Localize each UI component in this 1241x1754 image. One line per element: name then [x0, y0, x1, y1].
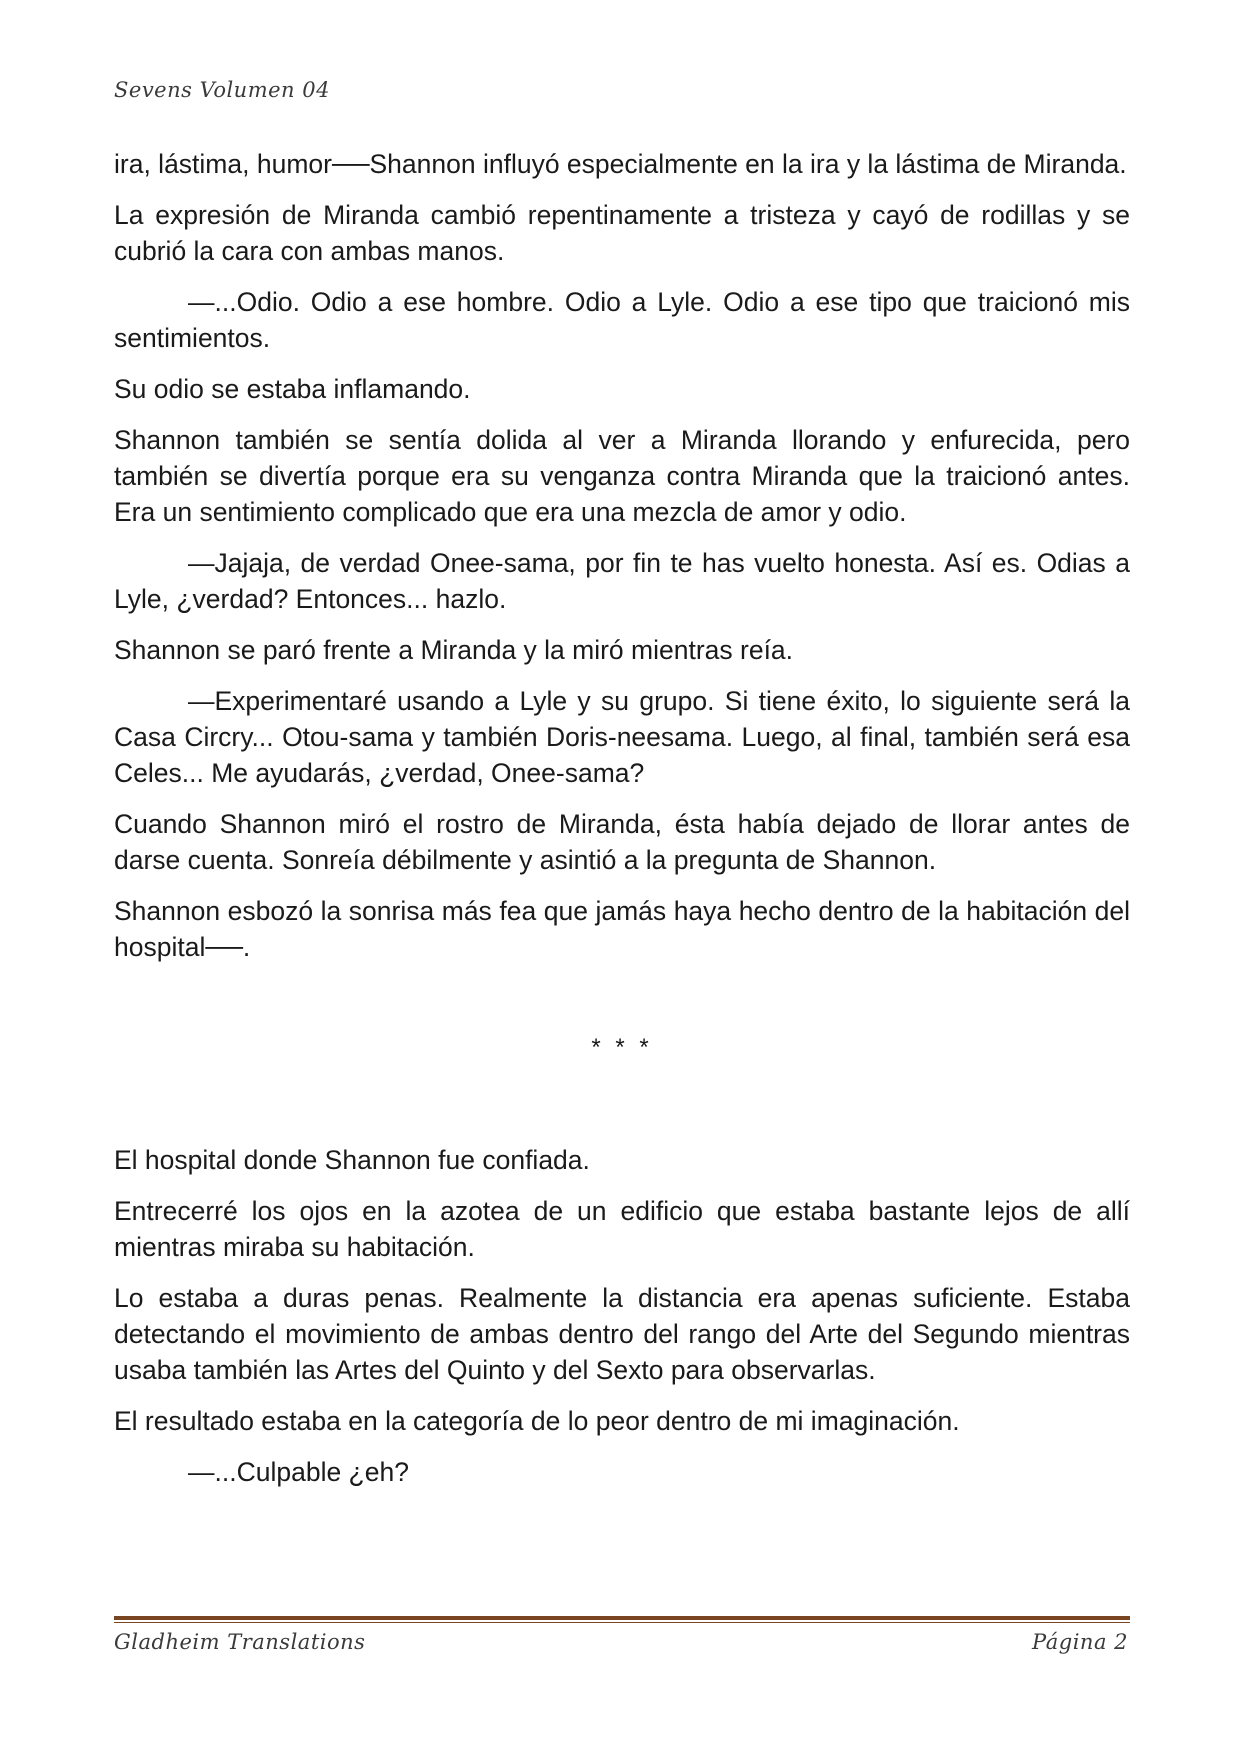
paragraph: Cuando Shannon miró el rostro de Miranda, ésta había dejado de llorar antes de darse cuenta. Sonreía débilmente y asintió a la pregunta de Shannon. — [114, 809, 1130, 875]
paragraph: La expresión de Miranda cambió repentinamente a tristeza y cayó de rodillas y se cubrió la cara con ambas manos. — [114, 200, 1130, 266]
footer-rule-thick — [114, 1616, 1130, 1620]
footer-rule — [114, 1616, 1130, 1623]
dialogue-paragraph: —...Odio. Odio a ese hombre. Odio a Lyle. Odio a ese tipo que traicionó mis sentimientos. — [114, 287, 1130, 353]
paragraph: Su odio se estaba inflamando. — [114, 374, 471, 404]
dialogue-paragraph: —Jajaja, de verdad Onee-sama, por fin te has vuelto honesta. Así es. Odias a Lyle, ¿verdad? Entonces... hazlo. — [114, 548, 1130, 614]
page-number: Página 2 — [1032, 1630, 1128, 1654]
paragraph: El hospital donde Shannon fue confiada. — [114, 1145, 590, 1175]
running-header: Sevens Volumen 04 — [114, 78, 330, 102]
paragraph: Shannon esbozó la sonrisa más fea que jamás haya hecho dentro de la habitación del hospital──. — [114, 896, 1130, 962]
paragraph: Lo estaba a duras penas. Realmente la distancia era apenas suficiente. Estaba detectando el movimiento de ambas dentro del rango del Arte del Segundo mientras usaba también las Artes del Quinto y del Sexto para observarlas. — [114, 1283, 1130, 1385]
paragraph: ira, lástima, humor──Shannon influyó especialmente en la ira y la lástima de Miranda. — [114, 149, 1127, 179]
paragraph: Entrecerré los ojos en la azotea de un edificio que estaba bastante lejos de allí mientras miraba su habitación. — [114, 1196, 1130, 1262]
dialogue-paragraph: —Experimentaré usando a Lyle y su grupo. Si tiene éxito, lo siguiente será la Casa Circry... Otou-sama y también Doris-neesama. Luego, al final, también será esa Celes... Me ayudarás, ¿verdad, Onee-sama? — [114, 686, 1130, 788]
paragraph: El resultado estaba en la categoría de lo peor dentro de mi imaginación. — [114, 1406, 960, 1436]
footer-publisher: Gladheim Translations — [114, 1630, 366, 1654]
scene-break: * * * — [591, 1034, 653, 1061]
page-body — [114, 146, 1130, 1505]
paragraph: Shannon se paró frente a Miranda y la miró mientras reía. — [114, 635, 794, 665]
dialogue-paragraph: —...Culpable ¿eh? — [188, 1457, 409, 1487]
footer-rule-thin — [114, 1622, 1130, 1623]
paragraph: Shannon también se sentía dolida al ver a Miranda llorando y enfurecida, pero también se divertía porque era su venganza contra Miranda que la traicionó antes. Era un sentimiento complicado que era una mezcla de amor y odio. — [114, 425, 1130, 527]
